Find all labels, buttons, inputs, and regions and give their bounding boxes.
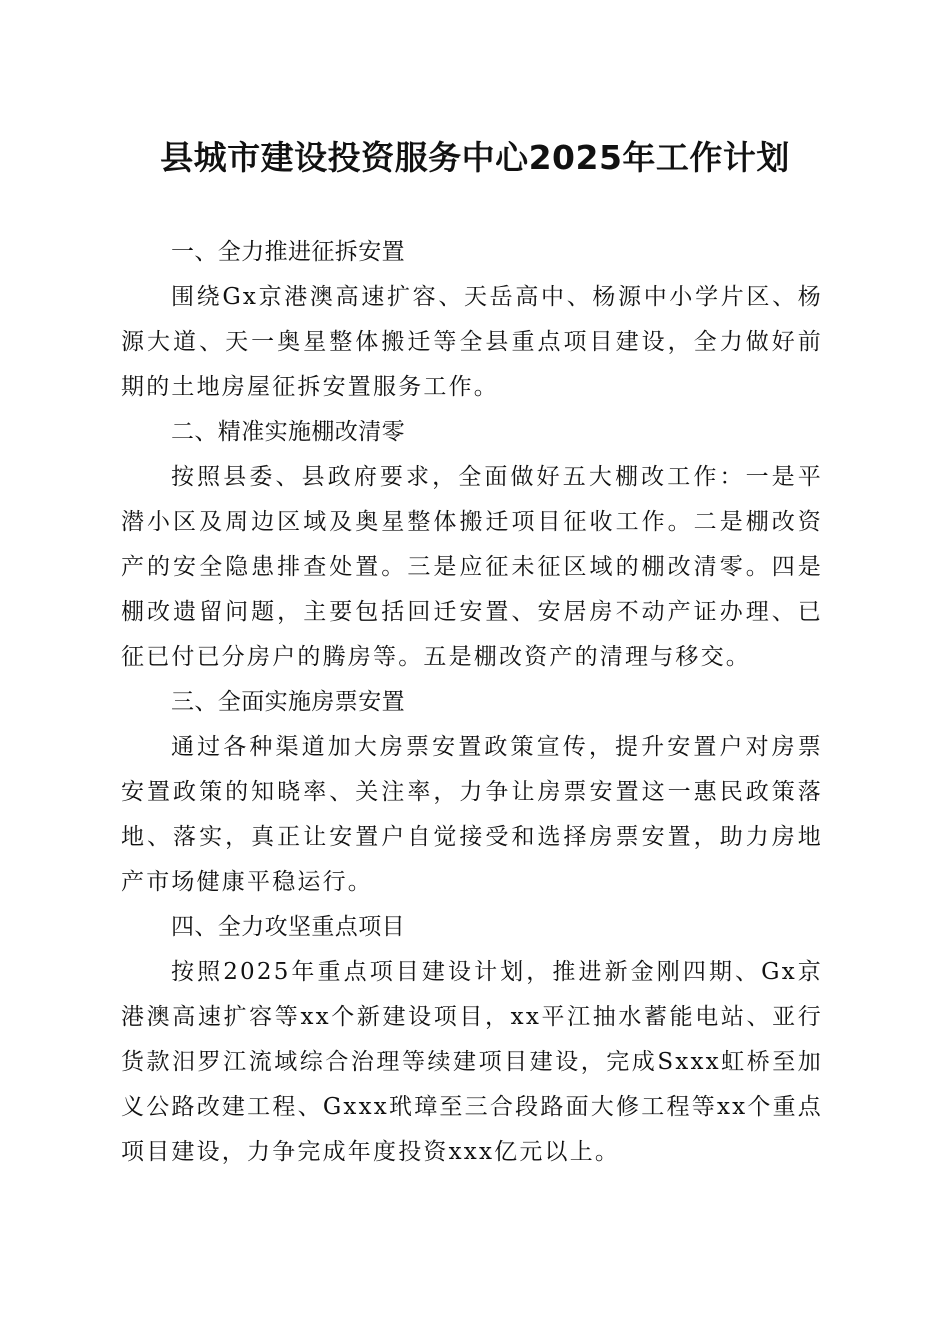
section-paragraph: 通过各种渠道加大房票安置政策宣传，提升安置户对房票安置政策的知晓率、关注率，力争让房票安置这一惠民政策落地、落实，真正让安置户自觉接受和选择房票安置，助力房地产市场健康平稳运行。 <box>121 734 823 895</box>
section-4 <box>121 905 823 1175</box>
section-heading: 三、全面实施房票安置 <box>171 689 405 715</box>
section-heading: 四、全力攻坚重点项目 <box>171 914 405 940</box>
section-paragraph: 围绕Gx京港澳高速扩容、天岳高中、杨源中小学片区、杨源大道、天一奥星整体搬迁等全县重点项目建设，全力做好前期的土地房屋征拆安置服务工作。 <box>121 284 823 400</box>
section-heading: 二、精准实施棚改清零 <box>171 419 405 445</box>
section-3 <box>121 680 823 905</box>
section-heading: 一、全力推进征拆安置 <box>171 239 405 265</box>
section-2 <box>121 410 823 680</box>
document-content <box>121 230 823 1175</box>
section-paragraph: 按照县委、县政府要求，全面做好五大棚改工作：一是平潜小区及周边区域及奥星整体搬迁项目征收工作。二是棚改资产的安全隐患排查处置。三是应征未征区域的棚改清零。四是棚改遗留问题，主要包括回迁安置、安居房不动产证办理、已征已付已分房户的腾房等。五是棚改资产的清理与移交。 <box>121 464 823 670</box>
document-title: 县城市建设投资服务中心2025年工作计划 <box>160 138 790 177</box>
section-1 <box>121 230 823 410</box>
section-paragraph: 按照2025年重点项目建设计划，推进新金刚四期、Gx京港澳高速扩容等xx个新建设项目，xx平江抽水蓄能电站、亚行货款汨罗江流域综合治理等续建项目建设，完成Sxxx虹桥至加义公路改建工程、Gxxx玳璋至三合段路面大修工程等xx个重点项目建设，力争完成年度投资xxx亿元以上。 <box>121 959 823 1165</box>
